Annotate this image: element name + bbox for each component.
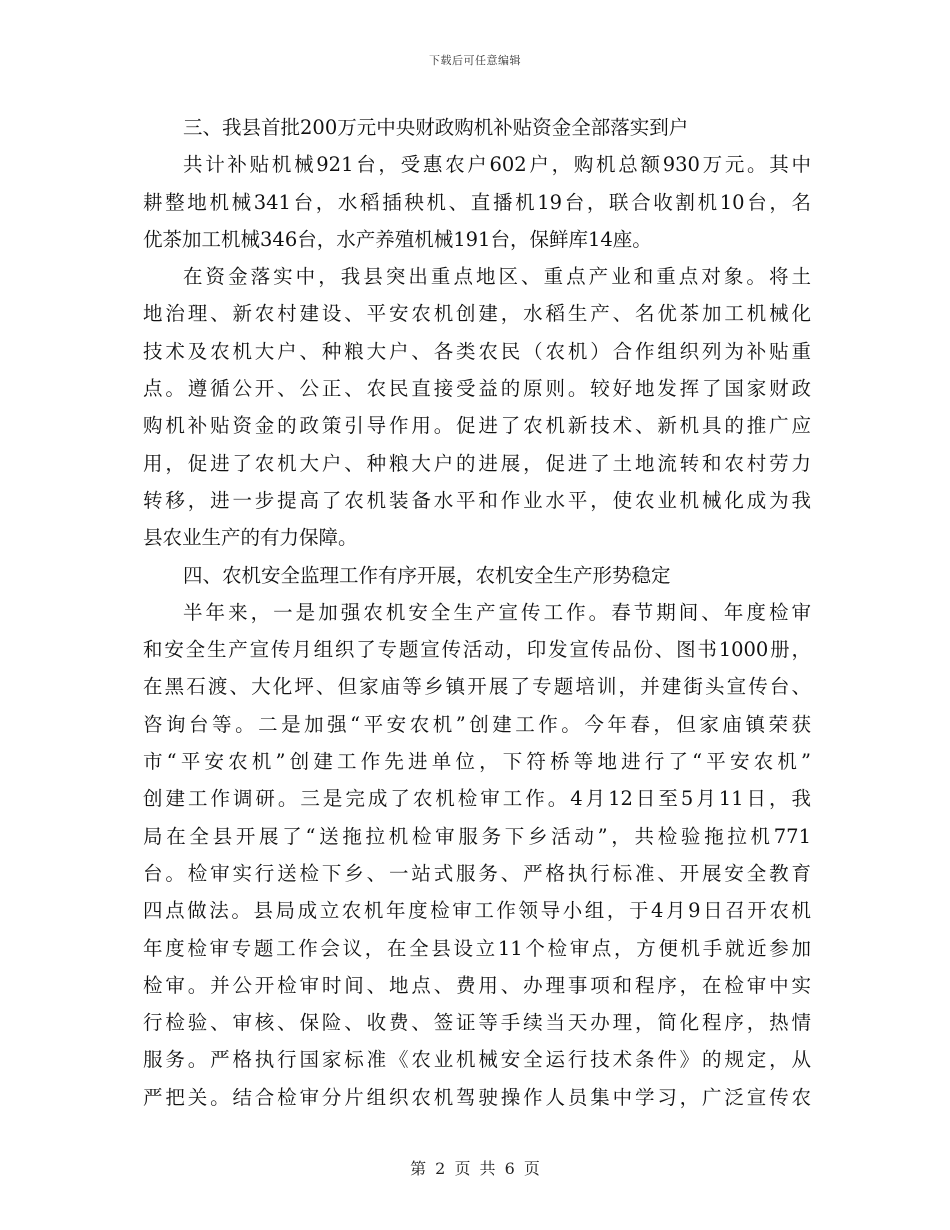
text-line: 四、农机安全监理工作有序开展，农机安全生产形势稳定	[183, 563, 671, 587]
text-line: 咨询台等。二是加强“平安农机”创建工作。今年春，但家庙镇荣获	[143, 712, 811, 736]
text-line: 在资金落实中，我县突出重点地区、重点产业和重点对象。将土	[183, 265, 811, 289]
text-line: 转移，进一步提高了农机装备水平和作业水平，使农业机械化成为我	[143, 488, 811, 512]
text-line: 用，促进了农机大户、种粮大户的进展，促进了土地流转和农村劳力	[143, 451, 811, 475]
text-line: 县农业生产的有力保障。	[143, 526, 358, 550]
text-line: 服务。严格执行国家标准《农业机械安全运行技术条件》的规定，从	[143, 1048, 811, 1072]
text-line: 共计补贴机械921台，受惠农户602户，购机总额930万元。其中	[183, 153, 811, 177]
text-line: 台。检审实行送检下乡、一站式服务、严格执行标准、开展安全教育	[143, 861, 811, 885]
text-line: 市“平安农机”创建工作先进单位，下符桥等地进行了“平安农机”	[143, 750, 811, 774]
page-footer: 第 2 页 共 6 页	[410, 1159, 540, 1178]
text-line: 购机补贴资金的政策引导作用。促进了农机新技术、新机具的推广应	[143, 414, 811, 438]
text-line: 半年来，一是加强农机安全生产宣传工作。春节期间、年度检审	[183, 600, 811, 624]
text-line: 三、我县首批200万元中央财政购机补贴资金全部落实到户	[183, 116, 689, 139]
text-line: 耕整地机械341台，水稻插秧机、直播机19台，联合收割机10台，名	[143, 190, 811, 214]
text-line: 技术及农机大户、种粮大户、各类农民（农机）合作组织列为补贴重	[143, 339, 811, 363]
text-line: 优茶加工机械346台，水产养殖机械191台，保鲜库14座。	[143, 227, 652, 251]
text-line: 和安全生产宣传月组织了专题宣传活动，印发宣传品份、图书1000册，	[143, 638, 811, 662]
text-line: 严把关。结合检审分片组织农机驾驶操作人员集中学习，广泛宣传农	[143, 1085, 811, 1109]
text-line: 局在全县开展了“送拖拉机检审服务下乡活动”，共检验拖拉机771	[143, 824, 811, 848]
body-text	[143, 109, 811, 1116]
text-line: 地治理、新农村建设、平安农机创建，水稻生产、名优茶加工机械化	[143, 302, 811, 326]
text-line: 点。遵循公开、公正、农民直接受益的原则。较好地发挥了国家财政	[143, 377, 811, 401]
page-header: 下载后可任意编辑	[429, 54, 521, 67]
text-line: 四点做法。县局成立农机年度检审工作领导小组，于4月9日召开农机	[143, 899, 811, 923]
text-line: 创建工作调研。三是完成了农机检审工作。4月12日至5月11日，我	[143, 787, 811, 811]
text-line: 检审。并公开检审时间、地点、费用、办理事项和程序，在检审中实	[143, 973, 811, 997]
text-line: 在黑石渡、大化坪、但家庙等乡镇开展了专题培训，并建街头宣传台、	[143, 675, 811, 699]
text-line: 年度检审专题工作会议，在全县设立11个检审点，方便机手就近参加	[143, 936, 811, 960]
text-line: 行检验、审核、保险、收费、签证等手续当天办理，简化程序，热情	[143, 1011, 811, 1035]
